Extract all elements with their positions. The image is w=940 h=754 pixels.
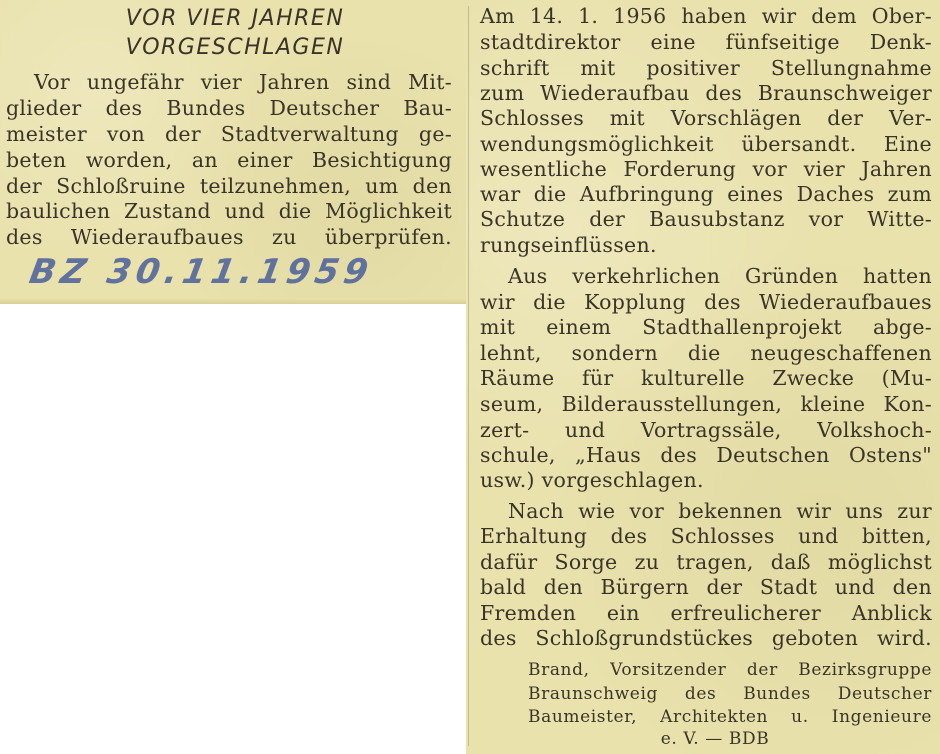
right-line: rungseinflüssen. xyxy=(480,233,657,257)
right-line: wendungsmöglichkeit übersandt. Eine xyxy=(480,132,932,156)
left-line: meister von der Stadtverwaltung ge- xyxy=(6,122,452,146)
right-line: wesentliche Forderung vor vier Jahren xyxy=(480,157,932,181)
column-divider xyxy=(468,6,469,746)
right-line: Schutze der Bausubstanz vor Witte- xyxy=(480,207,932,231)
left-line: Vor ungefähr vier Jahren sind Mit- xyxy=(34,70,452,94)
right-line: dafür Sorge zu tragen, daß möglichst xyxy=(480,550,932,574)
right-line: zert- und Vortragssäle, Volkshoch- xyxy=(480,418,932,442)
right-line: seum, Bilderausstellungen, kleine Kon- xyxy=(480,392,932,416)
right-line: schrift mit positiver Stellungnahme xyxy=(480,56,932,80)
left-line: der Schloßruine teilzunehmen, um den xyxy=(6,174,452,198)
right-line: Am 14. 1. 1956 haben wir dem Ober- xyxy=(480,4,932,28)
left-line: glieder des Bundes Deutscher Bau- xyxy=(6,96,452,120)
right-line: war die Aufbringung eines Daches zum xyxy=(480,182,932,206)
date-stamp: BZ 30.11.1959 xyxy=(26,252,377,292)
signature-line: e. V. — BDB xyxy=(660,729,770,749)
right-line: des Schloßgrundstückes geboten wird. xyxy=(480,626,932,650)
right-line: schule, „Haus des Deutschen Ostens" xyxy=(480,443,932,467)
right-line: mit einem Stadthallenprojekt abge- xyxy=(480,315,932,339)
right-line: wir die Kopplung des Wiederaufbaues xyxy=(480,290,932,314)
left-line: beten worden, an einer Besichtigung xyxy=(6,148,452,172)
headline-line-2: VORGESCHLAGEN xyxy=(125,35,345,60)
right-line: bald den Bürgern der Stadt und den xyxy=(480,575,932,599)
left-line: des Wiederaufbaues zu überprüfen. xyxy=(6,225,452,249)
right-line: Räume für kulturelle Zwecke (Mu- xyxy=(480,366,932,390)
paper-cut-edge xyxy=(0,298,470,304)
right-line: Aus verkehrlichen Gründen hatten xyxy=(508,264,932,288)
right-line: Nach wie vor bekennen wir uns zur xyxy=(508,499,932,523)
right-line: Erhaltung des Schlosses und bitten, xyxy=(480,524,932,548)
right-line: Schlosses mit Vorschlägen der Ver- xyxy=(480,106,932,130)
blank-area xyxy=(2,305,468,754)
signature-line: Braunschweig des Bundes Deutscher xyxy=(528,684,932,704)
left-line: baulichen Zustand und die Möglichkeit xyxy=(6,199,452,223)
headline-line-1: VOR VIER JAHREN xyxy=(125,6,345,31)
right-line: stadtdirektor eine fünfseitige Denk- xyxy=(480,30,932,54)
signature-line: Baumeister, Architekten u. Ingenieure xyxy=(528,707,932,727)
right-line: usw.) vorgeschlagen. xyxy=(480,468,704,492)
right-line: lehnt, sondern die neugeschaffenen xyxy=(480,341,932,365)
signature-line: Brand, Vorsitzender der Bezirksgruppe xyxy=(528,660,932,680)
right-line: zum Wiederaufbau des Braunschweiger xyxy=(480,81,932,105)
right-line: Fremden ein erfreulicherer Anblick xyxy=(480,601,932,625)
